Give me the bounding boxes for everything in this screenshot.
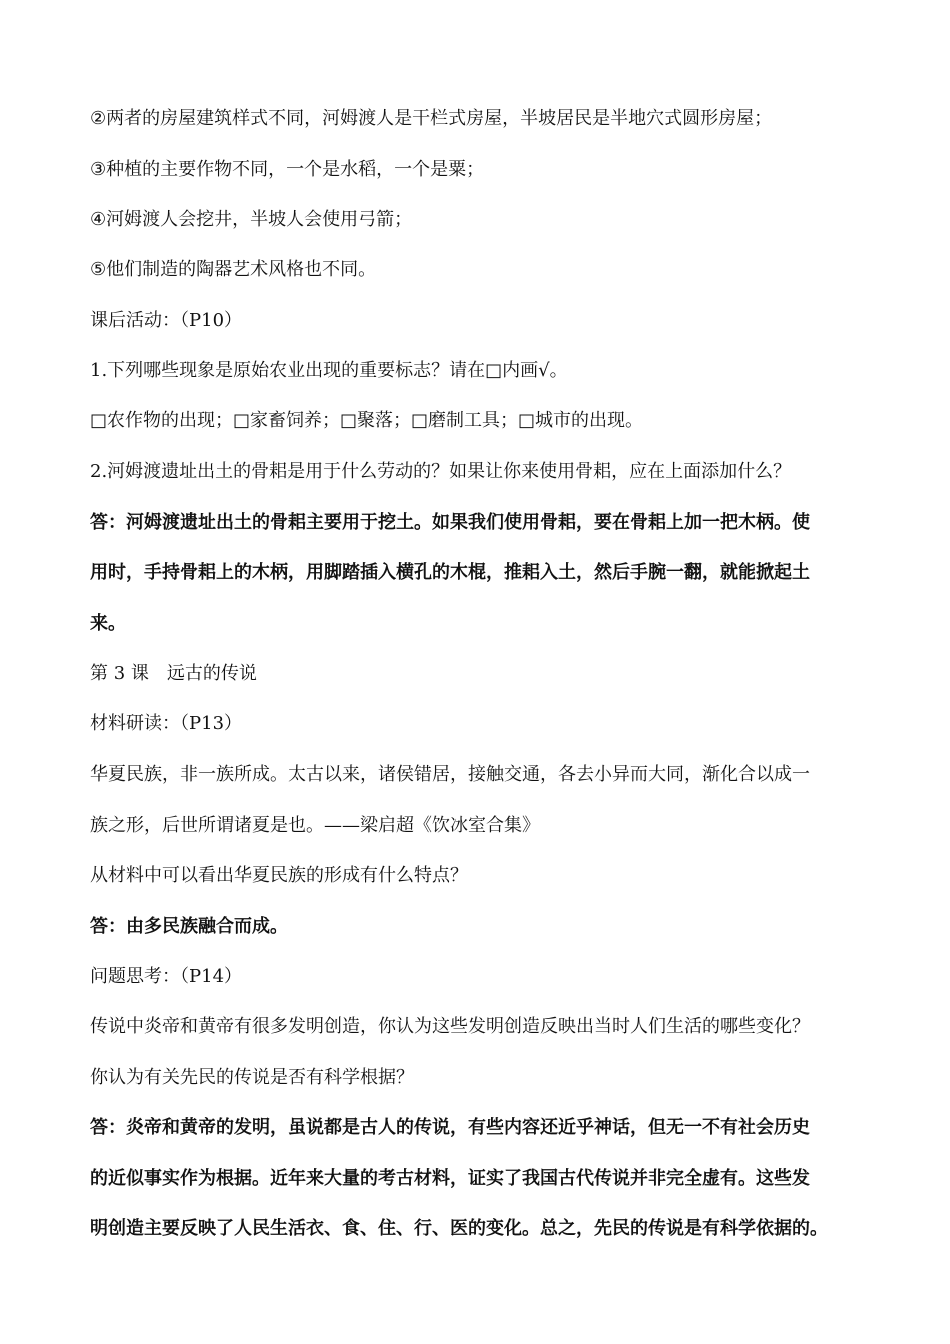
material-text-line: 族之形，后世所谓诸夏是也。——梁启超《饮冰室合集》 <box>90 815 540 836</box>
question-line: 传说中炎帝和黄帝有很多发明创造，你认为这些发明创造反映出当时人们生活的哪些变化？ <box>90 1016 810 1037</box>
question-line: 1.下列哪些现象是原始农业出现的重要标志？请在□内画√。 <box>90 360 568 381</box>
text-line: ④河姆渡人会挖井，半坡人会使用弓箭； <box>90 209 413 230</box>
checkbox-options-line: □农作物的出现；□家畜饲养；□聚落；□磨制工具；□城市的出现。 <box>90 410 644 431</box>
section-heading: 问题思考：（P14） <box>90 966 243 987</box>
question-line: 2.河姆渡遗址出土的骨耜是用于什么劳动的？如果让你来使用骨耜，应在上面添加什么？ <box>90 461 792 482</box>
answer-line: 来。 <box>90 613 126 634</box>
answer-line: 答：河姆渡遗址出土的骨耜主要用于挖土。如果我们使用骨耜，要在骨耜上加一把木柄。使 <box>90 512 810 533</box>
answer-line: 答：由多民族融合而成。 <box>90 916 288 937</box>
answer-line: 明创造主要反映了人民生活衣、食、住、行、医的变化。总之，先民的传说是有科学依据的。 <box>90 1218 828 1239</box>
answer-line: 答：炎帝和黄帝的发明，虽说都是古人的传说，有些内容还近乎神话，但无一不有社会历史 <box>90 1117 810 1138</box>
material-text-line: 华夏民族，非一族所成。太古以来，诸侯错居，接触交通，各去小异而大同，渐化合以成一 <box>90 764 810 785</box>
question-line: 你认为有关先民的传说是否有科学根据？ <box>90 1067 414 1088</box>
section-heading: 课后活动：（P10） <box>90 310 243 331</box>
lesson-title: 第 3 课 远古的传说 <box>90 663 257 684</box>
text-line: ②两者的房屋建筑样式不同，河姆渡人是干栏式房屋，半坡居民是半地穴式圆形房屋； <box>90 108 773 129</box>
text-line: ③种植的主要作物不同，一个是水稻，一个是粟； <box>90 159 485 180</box>
question-line: 从材料中可以看出华夏民族的形成有什么特点？ <box>90 865 468 886</box>
text-line: ⑤他们制造的陶器艺术风格也不同。 <box>90 259 377 280</box>
section-heading: 材料研读：（P13） <box>90 713 243 734</box>
answer-line: 的近似事实作为根据。近年来大量的考古材料，证实了我国古代传说并非完全虚有。这些发 <box>90 1168 810 1189</box>
answer-line: 用时，手持骨耜上的木柄，用脚踏插入横孔的木棍，推耜入土，然后手腕一翻，就能掀起土 <box>90 562 810 583</box>
